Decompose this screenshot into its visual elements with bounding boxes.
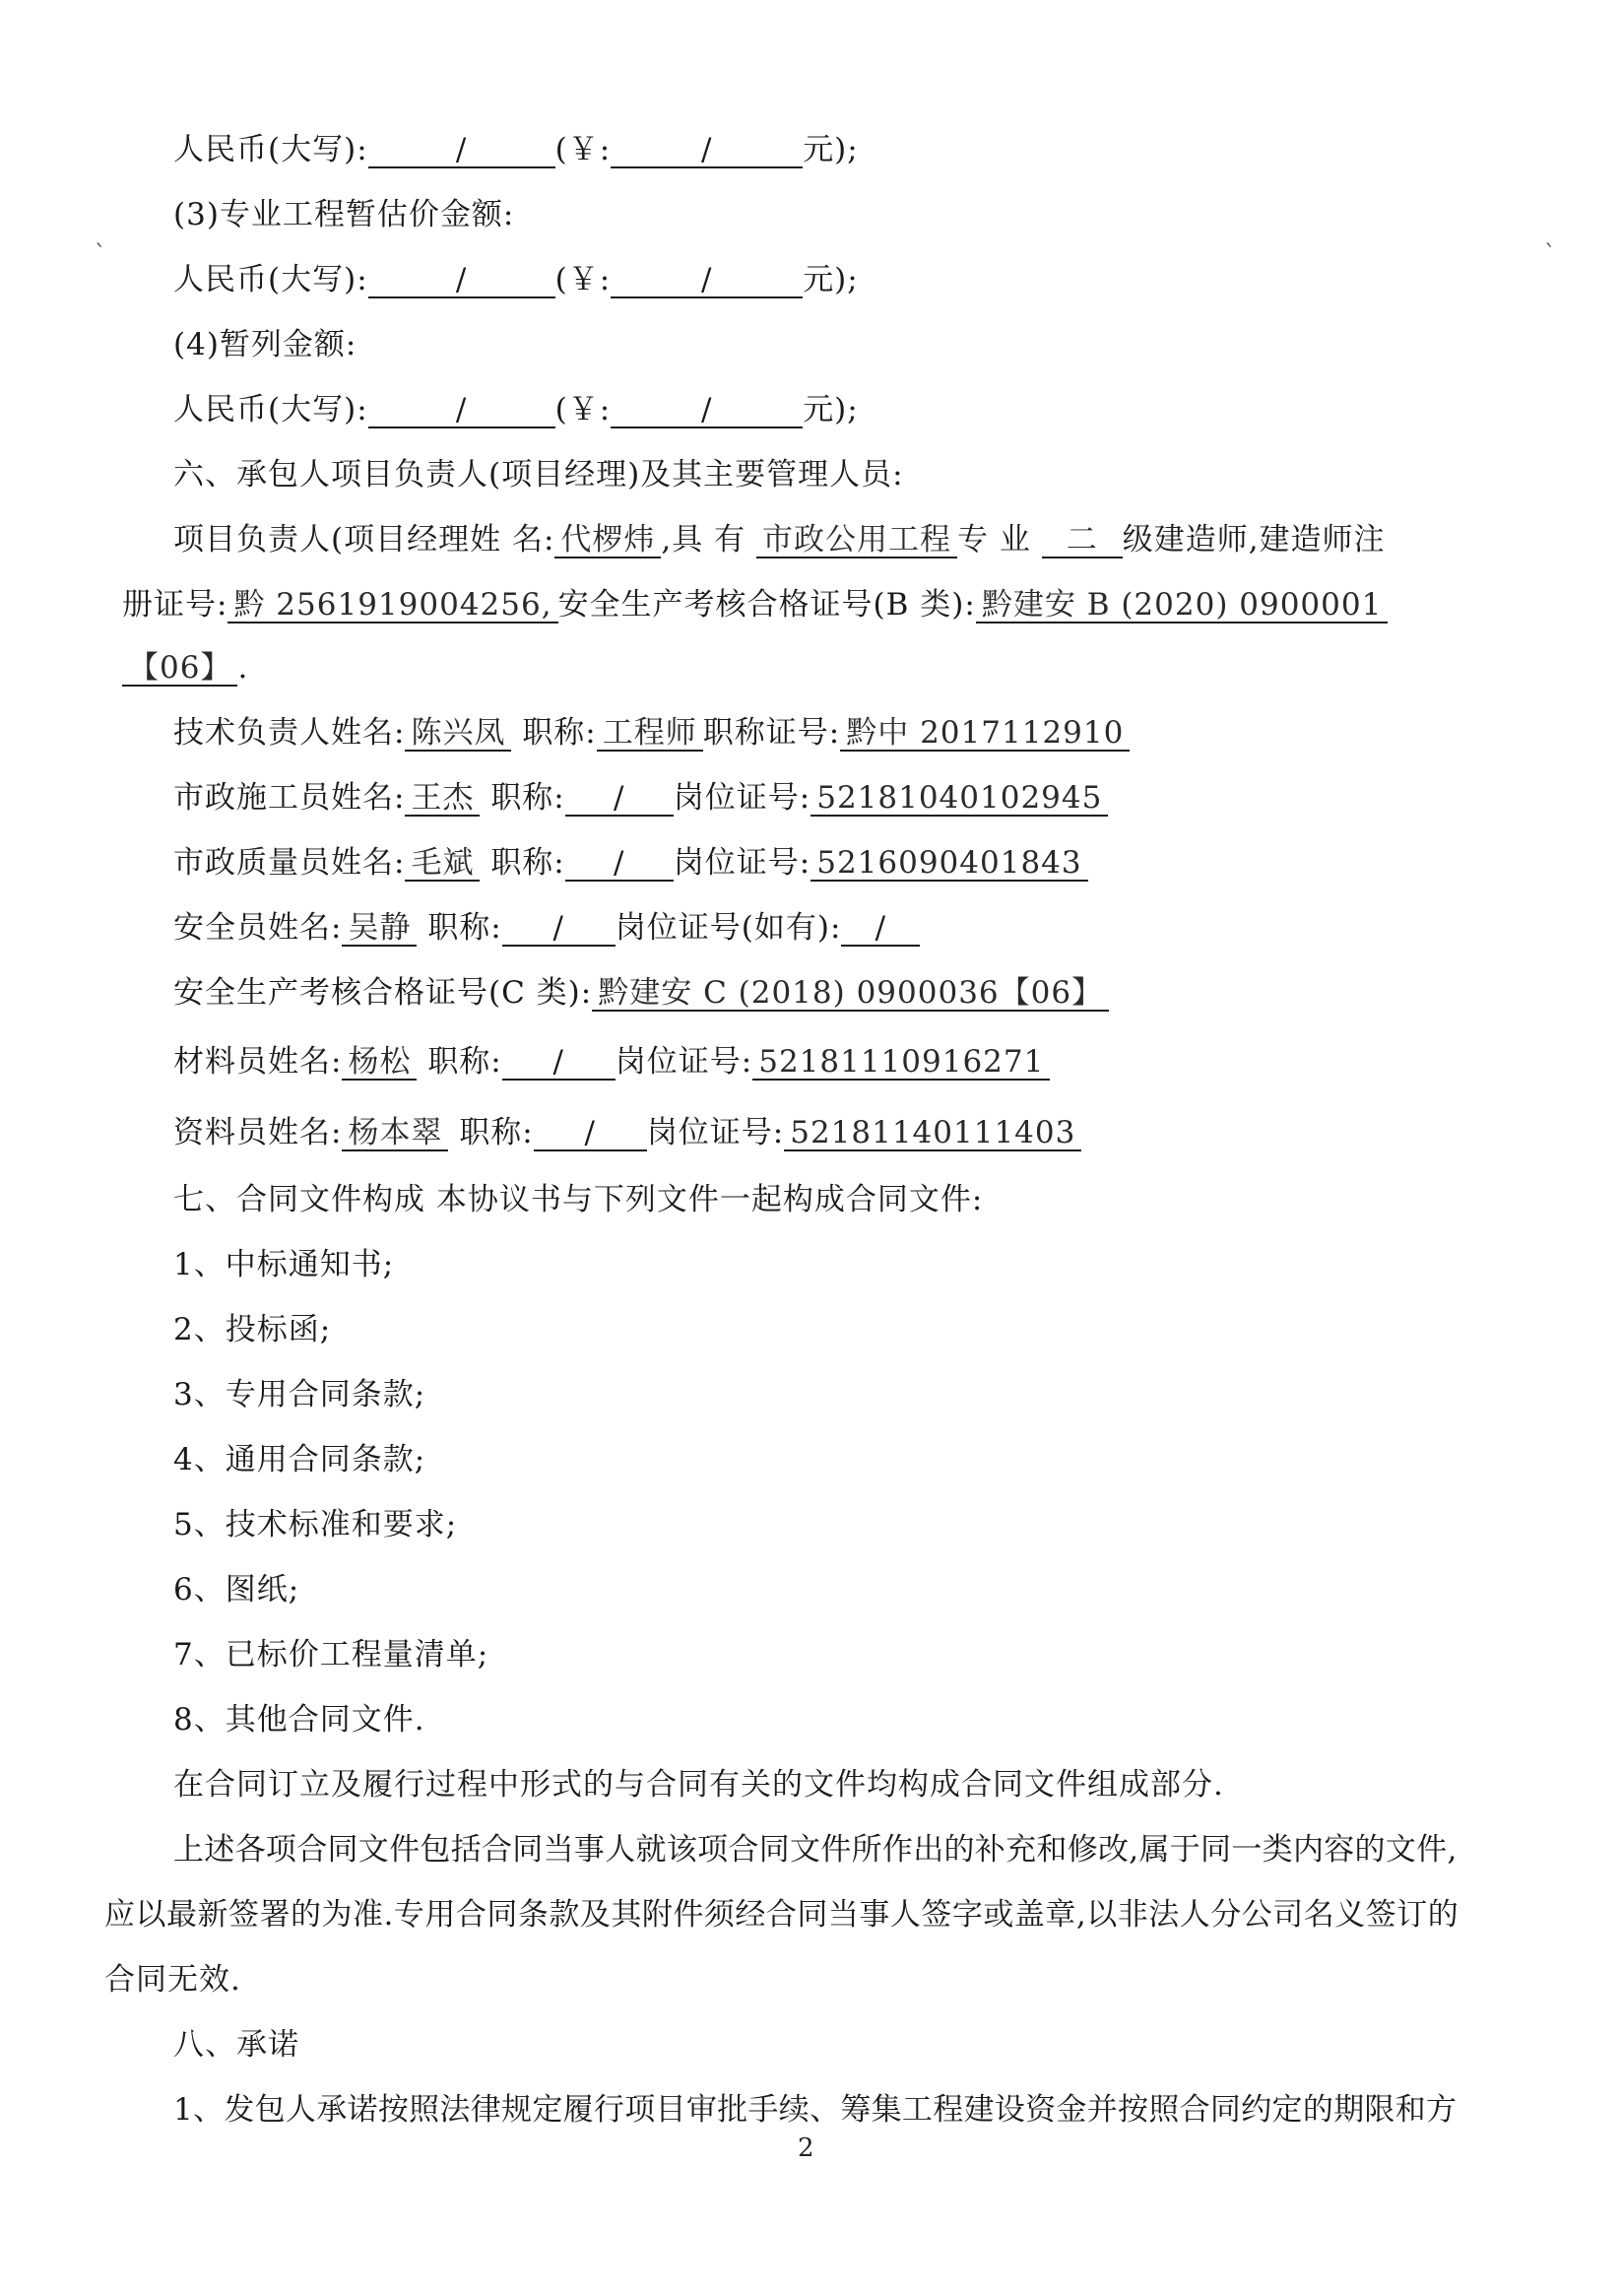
amount-words-blank: / — [368, 263, 555, 298]
tech-lead-cert: 黔中 2017112910 — [840, 716, 1130, 752]
section-8-heading: 八、承诺 — [173, 2027, 299, 2063]
page-number: 2 — [798, 2133, 814, 2163]
pm-discipline: 市政公用工程 — [756, 523, 957, 558]
constructor-cert: 52181040102945 — [810, 781, 1108, 817]
safety-line: 安全员姓名: 吴静 职称: / 岗位证号(如有): / — [173, 908, 920, 948]
amount-yen-blank: / — [611, 263, 803, 298]
material-title: / — [502, 1045, 616, 1081]
tech-lead-line: 技术负责人姓名: 陈兴凤 职称: 工程师 职称证号: 黔中 2017112910 — [173, 713, 1130, 753]
list-item: 2、投标函; — [173, 1312, 332, 1347]
list-item: 6、图纸; — [173, 1572, 300, 1607]
quality-cert: 5216090401843 — [810, 846, 1087, 882]
paragraph: 在合同订立及履行过程中形式的与合同有关的文件均构成合同文件组成部分. — [173, 1767, 1224, 1803]
list-item: 5、技术标准和要求; — [173, 1507, 458, 1542]
list-item: 3、专用合同条款; — [173, 1377, 426, 1412]
docs-cert: 52181140111403 — [784, 1116, 1081, 1151]
material-name: 杨松 — [342, 1045, 417, 1081]
docs-line: 资料员姓名: 杨本翠 职称: / 岗位证号: 52181140111403 — [173, 1113, 1081, 1152]
paragraph-line: 合同无效. — [104, 1962, 241, 1998]
safety-title: / — [502, 911, 616, 947]
money-row: 人民币(大写): / (￥: / 元); — [173, 132, 859, 167]
constructor-title: / — [565, 781, 674, 817]
amount-words-blank: / — [368, 393, 555, 428]
constructor-name: 王杰 — [405, 781, 480, 817]
pm-grade: 二 — [1042, 523, 1123, 558]
quality-line: 市政质量员姓名: 毛斌 职称: / 岗位证号: 5216090401843 — [173, 843, 1088, 883]
list-item: 7、已标价工程量清单; — [173, 1637, 489, 1673]
paragraph-line: 应以最新签署的为准.专用合同条款及其附件须经合同当事人签字或盖章,以非法人分公司名义签订的 — [104, 1897, 1459, 1933]
list-item: 8、其他合同文件. — [173, 1702, 425, 1738]
pm-reg-no: 黔 2561919004256, — [227, 588, 557, 623]
material-line: 材料员姓名: 杨松 职称: / 岗位证号: 52181110916271 — [173, 1042, 1050, 1082]
constructor-line: 市政施工员姓名: 王杰 职称: / 岗位证号: 52181040102945 — [173, 778, 1108, 818]
safety-name: 吴静 — [342, 911, 417, 947]
docs-title: / — [534, 1116, 647, 1151]
scan-speck: ` — [1544, 240, 1556, 268]
safety-cert-c-line: 安全生产考核合格证号(C 类): 黔建安 C (2018) 0900036【06】 — [173, 973, 1109, 1013]
item-4-label: (4)暂列金额: — [173, 327, 357, 362]
section-7-heading: 七、合同文件构成 本协议书与下列文件一起构成合同文件: — [173, 1182, 984, 1217]
safety-cert-c: 黔建安 C (2018) 0900036【06】 — [592, 976, 1109, 1012]
tech-lead-name: 陈兴凤 — [405, 716, 511, 752]
money-row: 人民币(大写): / (￥: / 元); — [173, 392, 859, 427]
tech-lead-title: 工程师 — [597, 716, 703, 752]
amount-words-blank: / — [368, 133, 555, 168]
item-3-label: (3)专业工程暂估价金额: — [173, 197, 515, 232]
section-6-heading: 六、承包人项目负责人(项目经理)及其主要管理人员: — [173, 457, 904, 492]
pm-name: 代椤炜 — [554, 523, 661, 558]
safety-cert: / — [841, 911, 920, 947]
amount-yen-blank: / — [611, 393, 803, 428]
quality-name: 毛斌 — [405, 846, 480, 882]
pm-line: 项目负责人(项目经理姓 名: 代椤炜 ,具 有 市政公用工程 专 业 二 级建造师,建造师注 — [173, 522, 1386, 558]
list-item: 4、通用合同条款; — [173, 1442, 426, 1477]
paragraph-line: 上述各项合同文件包括合同当事人就该项合同文件所作出的补充和修改,属于同一类内容的文件, — [173, 1832, 1458, 1868]
quality-title: / — [565, 846, 674, 882]
pm-cert-line: 册证号: 黔 2561919004256, 安全生产考核合格证号(B 类): 黔建安 B (2020) 0900001 — [122, 585, 1388, 624]
scan-speck: ` — [95, 240, 106, 268]
paragraph-line: 1、发包人承诺按照法律规定履行项目审批手续、筹集工程建设资金并按照合同约定的期限和方 — [173, 2092, 1458, 2128]
pm-cert-tail: 【06】 . — [122, 648, 248, 688]
docs-name: 杨本翠 — [342, 1116, 448, 1151]
material-cert: 52181110916271 — [752, 1045, 1050, 1081]
amount-yen-blank: / — [611, 133, 803, 168]
pm-safety-cert-b: 黔建安 B (2020) 0900001 — [976, 588, 1389, 623]
list-item: 1、中标通知书; — [173, 1247, 395, 1282]
money-row: 人民币(大写): / (￥: / 元); — [173, 262, 859, 297]
